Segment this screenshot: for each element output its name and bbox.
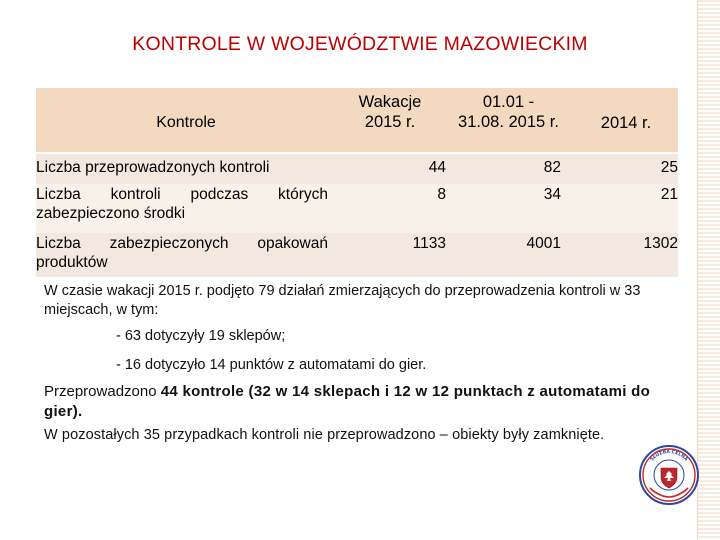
header-period-line2: 31.08. 2015 r.	[458, 113, 559, 131]
summary-paragraph: W czasie wakacji 2015 r. podjęto 79 działań zmierzających do przeprowadzenia kontroli w 33 miejscach, w tym:	[44, 283, 641, 318]
controls-table	[36, 88, 678, 277]
value-2014: 21	[660, 186, 678, 203]
header-wakacje-2015	[330, 92, 450, 132]
header-period-2015	[441, 92, 576, 132]
conducted-prefix: Przeprowadzono	[44, 383, 161, 400]
conducted-bold: 44 kontrole (32 w 14 sklepach i 12 w 12 punktach z automatami do gier).	[44, 383, 651, 420]
value-period: 4001	[526, 235, 561, 252]
table-row	[36, 233, 678, 277]
bullet-gaming-machines: - 16 dotyczyło 14 punktów z automatami do gier.	[116, 357, 427, 373]
header-wakacje-line1: Wakacje	[358, 93, 422, 111]
customs-service-emblem-icon	[638, 444, 700, 506]
header-period-line1: 01.01 -	[482, 93, 535, 111]
value-period: 34	[543, 186, 561, 203]
row-label: Liczba zabezpieczonych opakowań produktów	[36, 235, 328, 271]
table-header-row	[36, 88, 678, 152]
header-wakacje-line2: 2015 r.	[364, 113, 416, 131]
row-label: Liczba kontroli podczas których zabezpieczono środki	[36, 186, 328, 222]
value-2014: 1302	[643, 235, 678, 252]
table-row	[36, 184, 678, 233]
value-wakacje: 1133	[412, 235, 446, 252]
page-title: KONTROLE W WOJEWÓDZTWIE MAZOWIECKIM	[132, 33, 588, 55]
row-label: Liczba przeprowadzonych kontroli	[36, 159, 270, 176]
conducted-paragraph	[44, 382, 656, 422]
table-row	[36, 154, 678, 184]
header-2014: 2014 r.	[600, 114, 652, 132]
header-kontrole: Kontrole	[156, 114, 216, 131]
decorative-edge-band	[698, 0, 720, 540]
value-wakacje: 44	[428, 159, 446, 176]
value-2014: 25	[660, 159, 678, 176]
emblem-ring-text: SŁUŻBA CELNA	[649, 449, 689, 463]
bullet-shops: - 63 dotyczyły 19 sklepów;	[116, 328, 286, 344]
value-wakacje: 8	[437, 186, 446, 203]
closed-objects-paragraph: W pozostałych 35 przypadkach kontroli nie przeprowadzono – obiekty były zamknięte.	[44, 427, 605, 443]
value-period: 82	[543, 159, 561, 176]
